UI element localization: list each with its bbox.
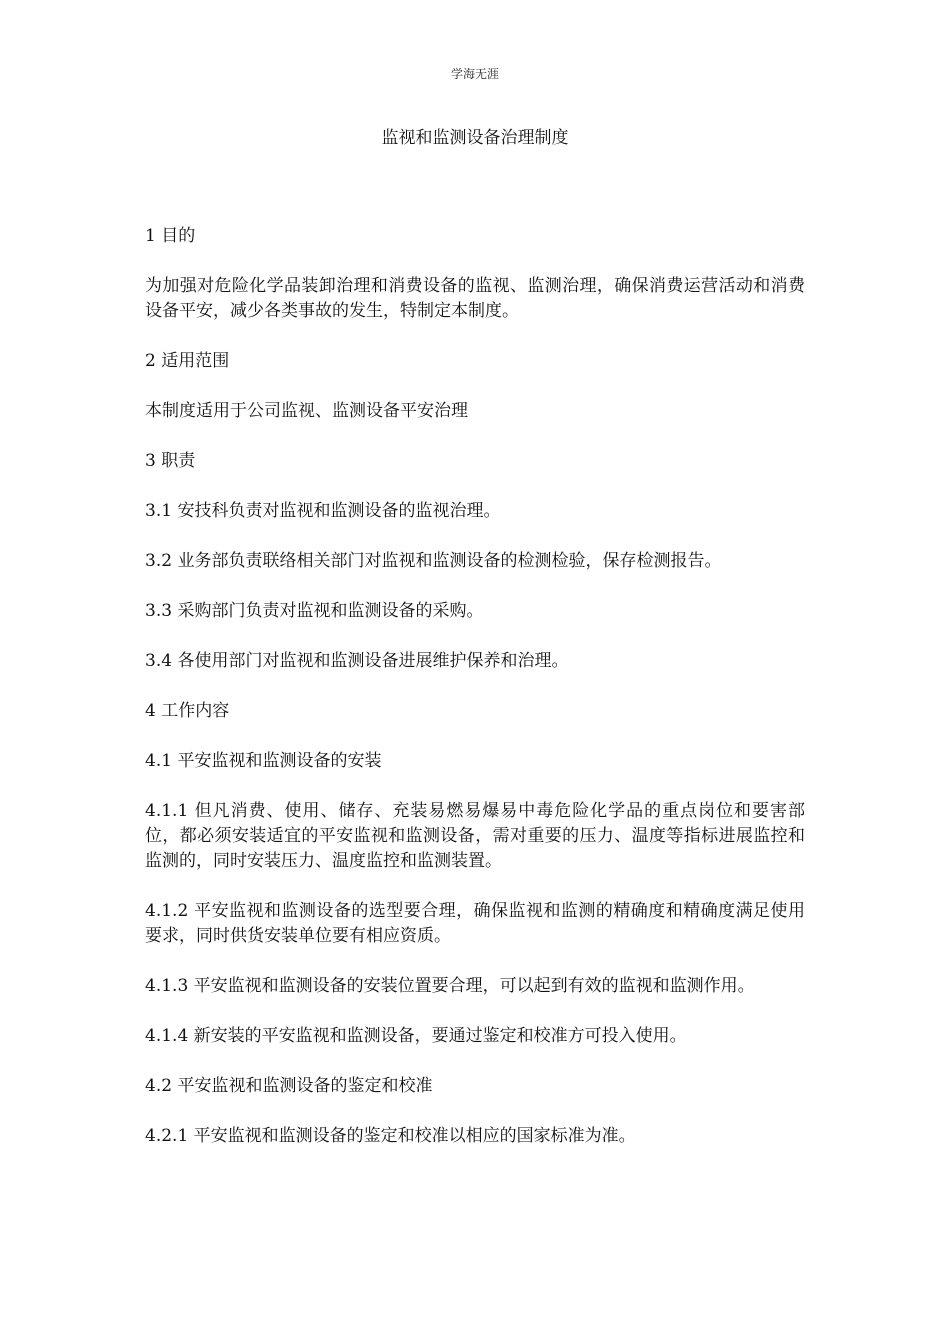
subsection-heading-4-2: 4.2 平安监视和监测设备的鉴定和校准	[145, 1076, 433, 1096]
paragraph-3-1: 3.1 安技科负责对监视和监测设备的监视治理。	[145, 501, 501, 521]
section-heading-work-content: 4 工作内容	[145, 701, 230, 721]
paragraph-4-1-1: 4.1.1 但凡消费、使用、储存、充装易燃易爆易中毒危险化学品的重点岗位和要害部位，都必须安装适宜的平安监视和监测设备，需对重要的压力、温度等指标进展监控和监测的，同时安装压力、温度监控和监测装置。	[145, 801, 805, 871]
paragraph-4-2-1: 4.2.1 平安监视和监测设备的鉴定和校准以相应的国家标准为准。	[145, 1126, 636, 1146]
page-header: 学海无涯	[450, 67, 499, 81]
document-body	[145, 224, 805, 1174]
section-heading-responsibilities: 3 职责	[145, 451, 196, 471]
section-heading-purpose: 1 目的	[145, 226, 196, 246]
paragraph-4-1-3: 4.1.3 平安监视和监测设备的安装位置要合理，可以起到有效的监视和监测作用。	[145, 976, 755, 996]
section-heading-scope: 2 适用范围	[145, 351, 230, 371]
paragraph-3-4: 3.4 各使用部门对监视和监测设备进展维护保养和治理。	[145, 651, 569, 671]
paragraph-4-1-4: 4.1.4 新安装的平安监视和监测设备，要通过鉴定和校准方可投入使用。	[145, 1026, 687, 1046]
document-title: 监视和监测设备治理制度	[381, 128, 569, 148]
paragraph-3-2: 3.2 业务部负责联络相关部门对监视和监测设备的检测检验，保存检测报告。	[145, 551, 722, 571]
paragraph-scope: 本制度适用于公司监视、监测设备平安治理	[145, 401, 468, 421]
subsection-heading-4-1: 4.1 平安监视和监测设备的安装	[145, 751, 382, 771]
paragraph-3-3: 3.3 采购部门负责对监视和监测设备的采购。	[145, 601, 484, 621]
paragraph-purpose: 为加强对危险化学品装卸治理和消费设备的监视、监测治理，确保消费运营活动和消费设备平安，减少各类事故的发生，特制定本制度。	[145, 276, 805, 321]
paragraph-4-1-2: 4.1.2 平安监视和监测设备的选型要合理，确保监视和监测的精确度和精确度满足使用要求，同时供货安装单位要有相应资质。	[145, 901, 805, 946]
